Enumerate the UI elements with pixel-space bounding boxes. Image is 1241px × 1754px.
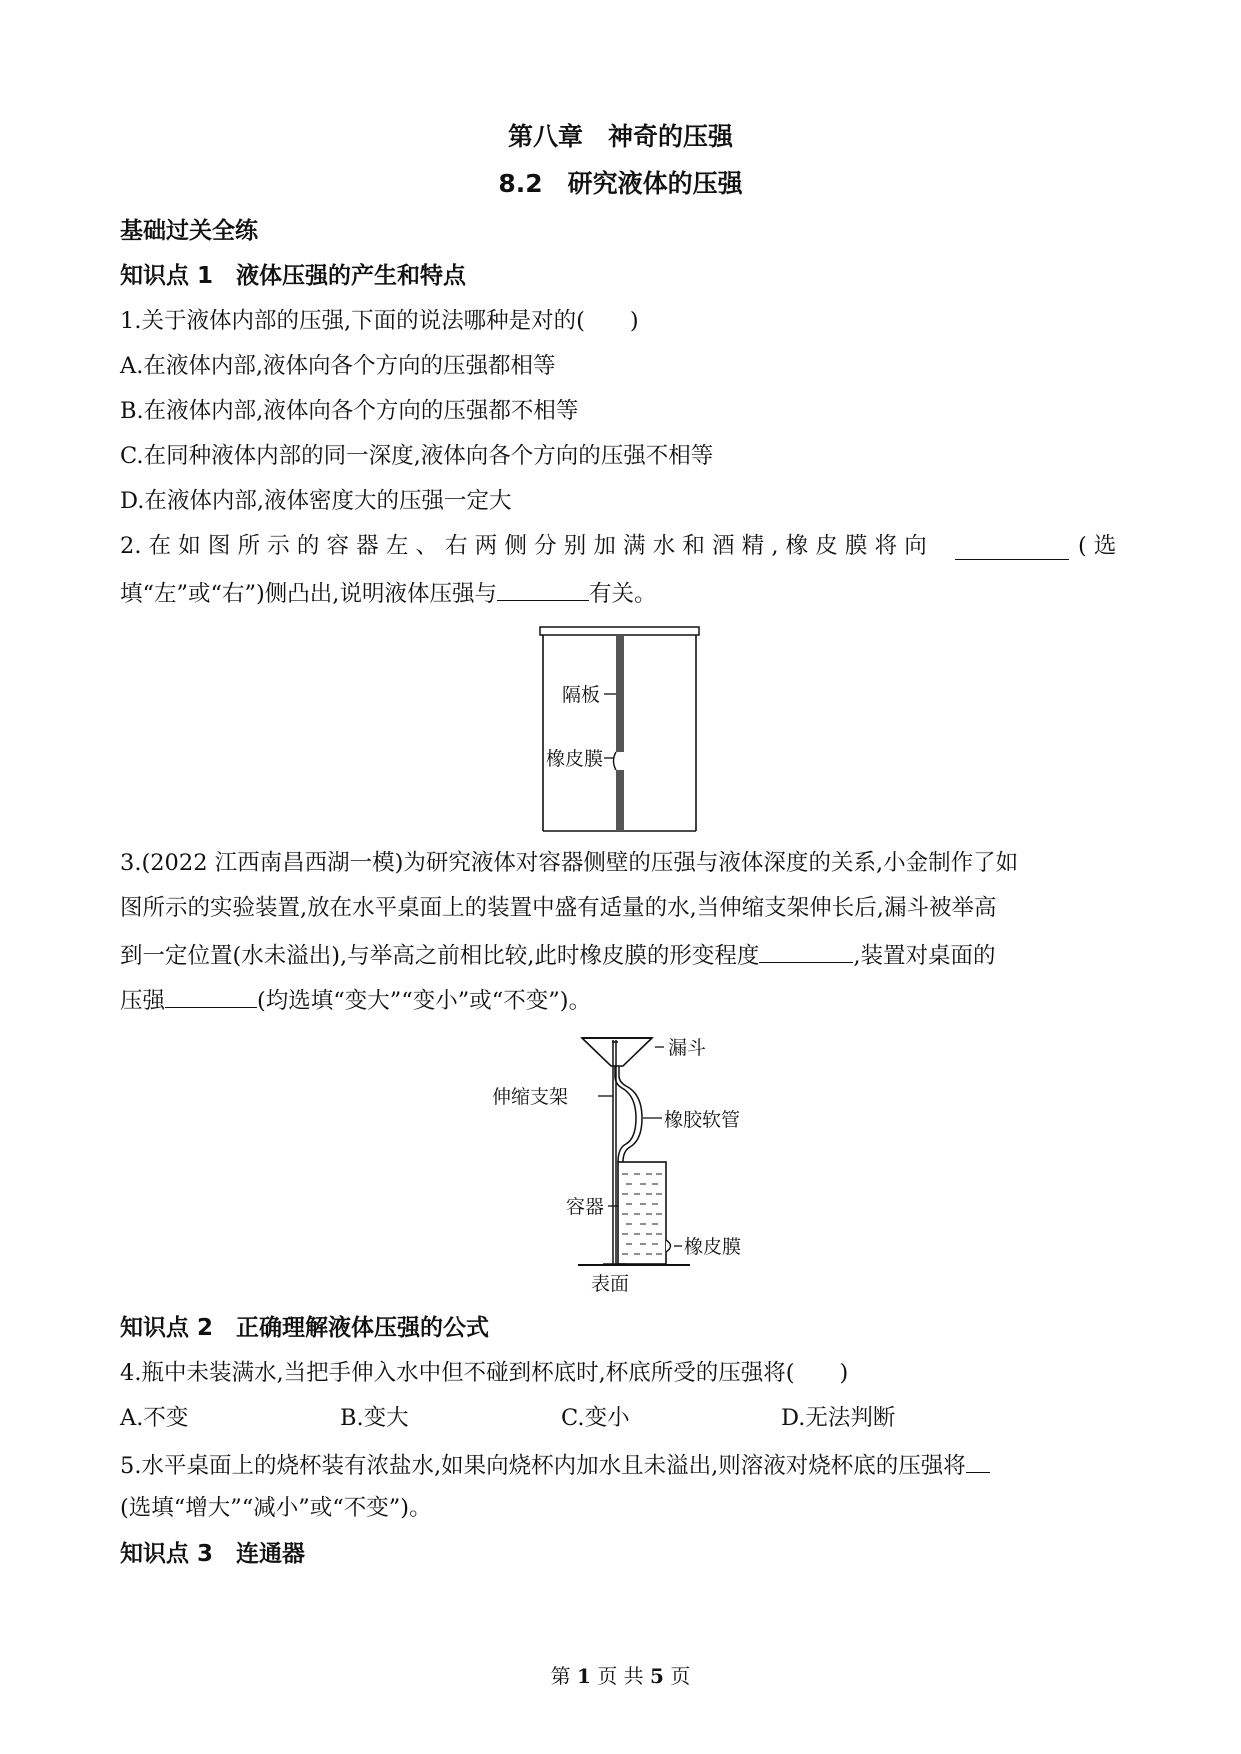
membrane-label: 橡皮膜 [546,748,604,770]
hose-label: 橡胶软管 [664,1109,741,1131]
footer-prefix: 第 [550,1664,571,1688]
stand-label: 伸缩支架 [492,1086,569,1108]
surface-label: 表面 [591,1273,630,1295]
q3-line-2: 图所示的实验装置,放在水平桌面上的装置中盛有适量的水,当伸缩支架伸长后,漏斗被举高 [120,895,997,921]
q1-option-c: C.在同种液体内部的同一深度,液体向各个方向的压强不相等 [120,443,714,469]
q5-line-2: (选填“增大”“减小”或“不变”)。 [120,1495,432,1521]
q2-text-d: 有关。 [588,581,657,607]
q3-line-1: 3.(2022 江西南昌西湖一模)为研究液体对容器侧壁的压强与液体深度的关系,小金制作了如 [120,850,1019,876]
q2-line-2 [120,576,656,609]
q2-blank-1[interactable] [955,535,1069,560]
chapter-title: 第八章 神奇的压强 [507,122,733,151]
q3-apparatus-figure [490,1028,760,1298]
q2-line-1 [120,531,927,561]
q2-text-b: ( 选 [1078,533,1117,559]
q4-option-d: D.无法判断 [781,1405,896,1431]
container-label: 容器 [566,1196,605,1218]
footer-middle: 页 共 [597,1664,644,1688]
practice-title: 基础过关全练 [120,218,258,244]
q3-text-d: (均选填“变大”“变小”或“不变”)。 [257,988,592,1014]
q4-stem: 4.瓶中未装满水,当把手伸入水中但不碰到杯底时,杯底所受的压强将( ) [120,1360,849,1386]
q5-blank[interactable] [966,1448,990,1473]
knowledge-point-1: 知识点 1 液体压强的产生和特点 [120,263,467,289]
q4-option-b: B.变大 [340,1405,409,1431]
q1-option-b: B.在液体内部,液体向各个方向的压强都不相等 [120,398,579,424]
q4-option-c: C.变小 [561,1405,630,1431]
q5-text-a: 5.水平桌面上的烧杯装有浓盐水,如果向烧杯内加水且未溢出,则溶液对烧杯底的压强将 [120,1453,966,1479]
q2-text-a: 2. 在 如 图 所 示 的 容 器 左 、 右 两 侧 分 别 加 满 水 和 酒 精 , 橡 皮 膜 将 向 [120,533,927,559]
partition-label: 隔板 [562,684,601,706]
q3-line-3 [120,938,996,971]
q2-blank-2[interactable] [497,576,589,601]
q2-text-c: 填“左”或“右”)侧凸出,说明液体压强与 [120,581,497,607]
q3-membrane-label: 橡皮膜 [684,1236,742,1258]
q3-text-b: ,装置对桌面的 [853,943,996,969]
q1-option-d: D.在液体内部,液体密度大的压强一定大 [120,488,512,514]
funnel-label: 漏斗 [668,1037,707,1059]
q3-blank-2[interactable] [165,983,257,1008]
q1-option-a: A.在液体内部,液体向各个方向的压强都相等 [120,353,556,379]
footer-total-pages: 5 [650,1664,664,1688]
footer-page-number: 1 [577,1664,591,1688]
q5-line-1 [120,1448,990,1481]
knowledge-point-3: 知识点 3 连通器 [120,1541,306,1567]
q2-container-figure [538,624,713,834]
q3-line-4 [120,983,591,1016]
q3-blank-1[interactable] [759,938,853,963]
section-title: 8.2 研究液体的压强 [498,169,743,198]
q4-option-a: A.不变 [120,1405,189,1431]
knowledge-point-2: 知识点 2 正确理解液体压强的公式 [120,1315,490,1341]
q1-stem: 1.关于液体内部的压强,下面的说法哪种是对的( ) [120,308,639,334]
q3-text-c: 压强 [120,988,166,1014]
page-footer [0,1663,1241,1689]
q3-text-a: 到一定位置(水未溢出),与举高之前相比较,此时橡皮膜的形变程度 [120,943,760,969]
footer-suffix: 页 [670,1664,691,1688]
